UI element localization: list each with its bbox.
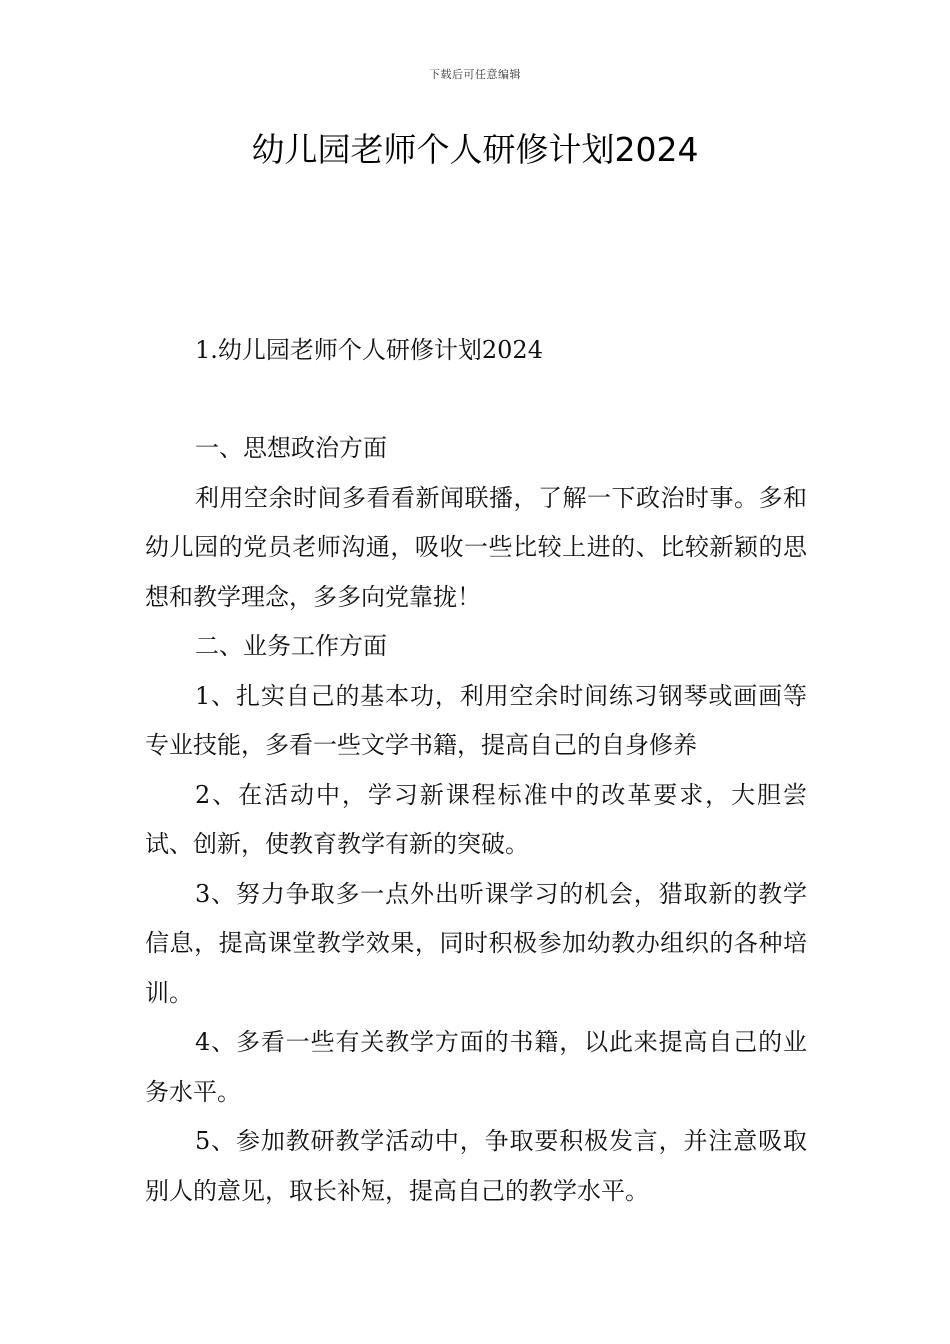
paragraph-item-1: 1、扎实自己的基本功，利用空余时间练习钢琴或画画等专业技能，多看一些文学书籍，提高自己的自身修养 [145, 681, 807, 759]
section-heading-work: 二、业务工作方面 [195, 632, 387, 660]
header-note: 下载后可任意编辑 [429, 68, 521, 81]
section-subtitle: 1.幼儿园老师个人研修计划2024 [195, 336, 543, 364]
paragraph-item-2: 2、在活动中，学习新课程标准中的改革要求，大胆尝试、创新，使教育教学有新的突破。 [145, 780, 807, 858]
section-heading-ideology: 一、思想政治方面 [195, 434, 387, 462]
paragraph-item-3: 3、努力争取多一点外出听课学习的机会，猎取新的教学信息，提高课堂教学效果，同时积极参加幼教办组织的各种培训。 [145, 879, 807, 1007]
paragraph-item-4: 4、多看一些有关教学方面的书籍，以此来提高自己的业务水平。 [145, 1028, 807, 1106]
paragraph-ideology: 利用空余时间多看看新闻联播，了解一下政治时事。多和幼儿园的党员老师沟通，吸收一些比较上进的、比较新颖的思想和教学理念，多多向党靠拢！ [145, 483, 807, 611]
document-body [145, 424, 807, 1216]
document-title: 幼儿园老师个人研修计划2024 [251, 130, 699, 169]
paragraph-item-5: 5、参加教研教学活动中，争取要积极发言，并注意吸取别人的意见，取长补短，提高自己的教学水平。 [145, 1127, 807, 1205]
